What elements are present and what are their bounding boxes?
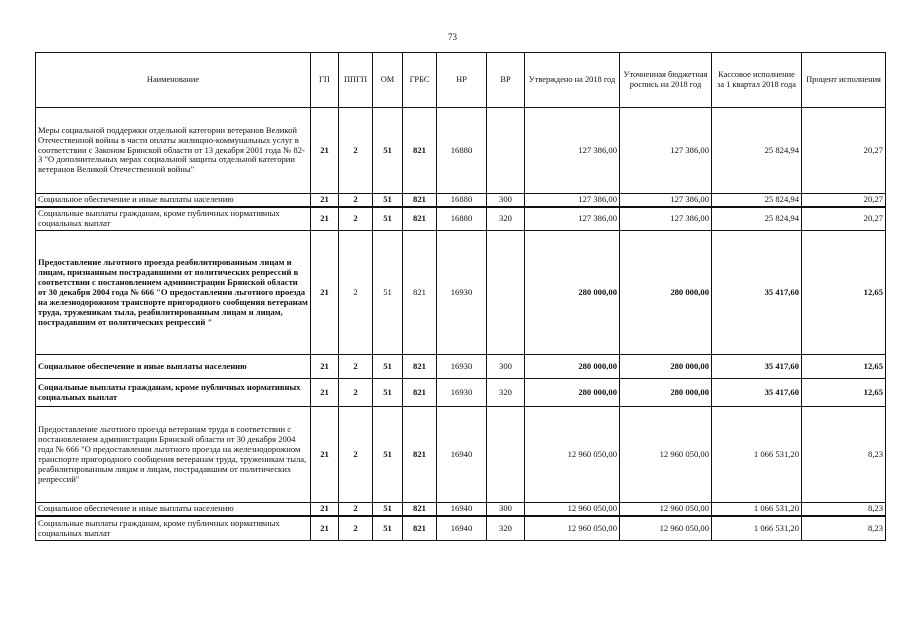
- table-row: [36, 379, 886, 407]
- row-name: Меры социальной поддержки отдельной категории ветеранов Великой Отечественной войны в части оплаты жилищно-коммунальных услуг в соответствии с Законом Брянской области от 13 декабря 2001 года № 82-З "О дополнительных мерах социальной защиты отдельной категории ветеранов Великой Отечественной войны": [36, 108, 311, 194]
- row-cash: 25 824,94: [712, 194, 802, 207]
- row-vr: 300: [487, 503, 525, 516]
- row-grbs: 821: [403, 231, 437, 355]
- header-ppgp: ППГП: [339, 53, 373, 108]
- row-grbs: 821: [403, 108, 437, 194]
- row-cash: 25 824,94: [712, 207, 802, 231]
- row-gp: 21: [311, 355, 339, 379]
- row-name: Социальное обеспечение и иные выплаты населению: [36, 503, 311, 516]
- row-gp: 21: [311, 379, 339, 407]
- row-grbs: 821: [403, 379, 437, 407]
- row-ppgp: 2: [339, 379, 373, 407]
- row-cash: 1 066 531,20: [712, 503, 802, 516]
- row-nr: 16880: [437, 194, 487, 207]
- row-approved: 280 000,00: [525, 355, 620, 379]
- row-name: Социальные выплаты гражданам, кроме публичных нормативных социальных выплат: [36, 379, 311, 407]
- table-row: [36, 407, 886, 503]
- row-refined: 127 386,00: [620, 108, 712, 194]
- budget-execution-table: [35, 52, 886, 541]
- header-gp: ГП: [311, 53, 339, 108]
- row-om: 51: [373, 355, 403, 379]
- table-row: [36, 108, 886, 194]
- row-vr: [487, 231, 525, 355]
- header-grbs: ГРБС: [403, 53, 437, 108]
- row-vr: 320: [487, 516, 525, 540]
- row-vr: [487, 108, 525, 194]
- row-approved: 280 000,00: [525, 379, 620, 407]
- row-refined: 12 960 050,00: [620, 503, 712, 516]
- header-refined: Уточненная бюджетная роспись на 2018 год: [620, 53, 712, 108]
- row-gp: 21: [311, 108, 339, 194]
- row-gp: 21: [311, 503, 339, 516]
- row-approved: 12 960 050,00: [525, 407, 620, 503]
- row-om: 51: [373, 207, 403, 231]
- row-grbs: 821: [403, 355, 437, 379]
- row-nr: 16940: [437, 516, 487, 540]
- row-name: Социальные выплаты гражданам, кроме публичных нормативных социальных выплат: [36, 516, 311, 540]
- row-percent: 20,27: [802, 108, 886, 194]
- row-refined: 127 386,00: [620, 194, 712, 207]
- row-percent: 20,27: [802, 194, 886, 207]
- row-grbs: 821: [403, 407, 437, 503]
- row-grbs: 821: [403, 516, 437, 540]
- row-nr: 16930: [437, 379, 487, 407]
- row-vr: 320: [487, 379, 525, 407]
- row-vr: 300: [487, 194, 525, 207]
- row-approved: 127 386,00: [525, 207, 620, 231]
- row-refined: 12 960 050,00: [620, 516, 712, 540]
- header-vr: ВР: [487, 53, 525, 108]
- header-approved: Утверждено на 2018 год: [525, 53, 620, 108]
- row-om: 51: [373, 108, 403, 194]
- row-approved: 12 960 050,00: [525, 503, 620, 516]
- row-vr: 300: [487, 355, 525, 379]
- table-row: [36, 207, 886, 231]
- row-refined: 127 386,00: [620, 207, 712, 231]
- row-cash: 1 066 531,20: [712, 516, 802, 540]
- row-cash: 35 417,60: [712, 379, 802, 407]
- row-nr: 16880: [437, 108, 487, 194]
- row-om: 51: [373, 379, 403, 407]
- row-om: 51: [373, 503, 403, 516]
- row-refined: 280 000,00: [620, 379, 712, 407]
- row-nr: 16930: [437, 355, 487, 379]
- row-nr: 16930: [437, 231, 487, 355]
- row-gp: 21: [311, 207, 339, 231]
- row-nr: 16940: [437, 503, 487, 516]
- row-cash: 1 066 531,20: [712, 407, 802, 503]
- row-name: Предоставление льготного проезда реабилитированным лицам и лицам, признанным пострадавшими от политических репрессий в соответствии с постановлением администрации Брянской области от 30 декабря 2004 года № 666 "О предоставлении льготного проезда на железнодорожном транспорте пригородного сообщения ветеранам труда, труженикам тыла, реабилитированным лицам и лицам, пострадавшим от политических репрессий ": [36, 231, 311, 355]
- row-ppgp: 2: [339, 231, 373, 355]
- table-row: [36, 231, 886, 355]
- row-cash: 35 417,60: [712, 231, 802, 355]
- row-ppgp: 2: [339, 207, 373, 231]
- row-gp: 21: [311, 516, 339, 540]
- row-name: Социальные выплаты гражданам, кроме публичных нормативных социальных выплат: [36, 207, 311, 231]
- row-percent: 20,27: [802, 207, 886, 231]
- table-header-row: [36, 53, 886, 108]
- row-percent: 8,23: [802, 503, 886, 516]
- row-cash: 25 824,94: [712, 108, 802, 194]
- table-row: [36, 194, 886, 207]
- header-name: Наименование: [36, 53, 311, 108]
- header-om: ОМ: [373, 53, 403, 108]
- row-ppgp: 2: [339, 355, 373, 379]
- header-nr: НР: [437, 53, 487, 108]
- row-om: 51: [373, 231, 403, 355]
- row-percent: 12,65: [802, 379, 886, 407]
- row-cash: 35 417,60: [712, 355, 802, 379]
- header-cash: Кассовое исполнение за 1 квартал 2018 года: [712, 53, 802, 108]
- table-row: [36, 355, 886, 379]
- row-ppgp: 2: [339, 194, 373, 207]
- row-gp: 21: [311, 231, 339, 355]
- row-grbs: 821: [403, 207, 437, 231]
- row-om: 51: [373, 194, 403, 207]
- row-refined: 12 960 050,00: [620, 407, 712, 503]
- row-gp: 21: [311, 194, 339, 207]
- row-approved: 127 386,00: [525, 108, 620, 194]
- row-vr: 320: [487, 207, 525, 231]
- row-ppgp: 2: [339, 503, 373, 516]
- row-ppgp: 2: [339, 516, 373, 540]
- row-percent: 12,65: [802, 231, 886, 355]
- row-name: Предоставление льготного проезда ветеранам труда в соответствии с постановлением администрации Брянской области от 30 декабря 2004 года № 666 "О предоставлении льготного проезда на железнодорожном транспорте пригородного сообщения ветеранам труда, труженикам тыла, реабилитированным лицам и лицам, пострадавшим от политических репрессий": [36, 407, 311, 503]
- row-om: 51: [373, 516, 403, 540]
- row-ppgp: 2: [339, 108, 373, 194]
- row-approved: 280 000,00: [525, 231, 620, 355]
- row-percent: 12,65: [802, 355, 886, 379]
- row-name: Социальное обеспечение и иные выплаты населению: [36, 355, 311, 379]
- page-number: 73: [448, 32, 457, 42]
- row-refined: 280 000,00: [620, 231, 712, 355]
- row-gp: 21: [311, 407, 339, 503]
- row-percent: 8,23: [802, 516, 886, 540]
- row-nr: 16940: [437, 407, 487, 503]
- row-name: Социальное обеспечение и иные выплаты населению: [36, 194, 311, 207]
- row-om: 51: [373, 407, 403, 503]
- row-grbs: 821: [403, 194, 437, 207]
- table-row: [36, 516, 886, 540]
- row-approved: 12 960 050,00: [525, 516, 620, 540]
- row-nr: 16880: [437, 207, 487, 231]
- row-percent: 8,23: [802, 407, 886, 503]
- row-ppgp: 2: [339, 407, 373, 503]
- row-vr: [487, 407, 525, 503]
- row-grbs: 821: [403, 503, 437, 516]
- row-refined: 280 000,00: [620, 355, 712, 379]
- header-percent: Процент исполнения: [802, 53, 886, 108]
- row-approved: 127 386,00: [525, 194, 620, 207]
- table-row: [36, 503, 886, 516]
